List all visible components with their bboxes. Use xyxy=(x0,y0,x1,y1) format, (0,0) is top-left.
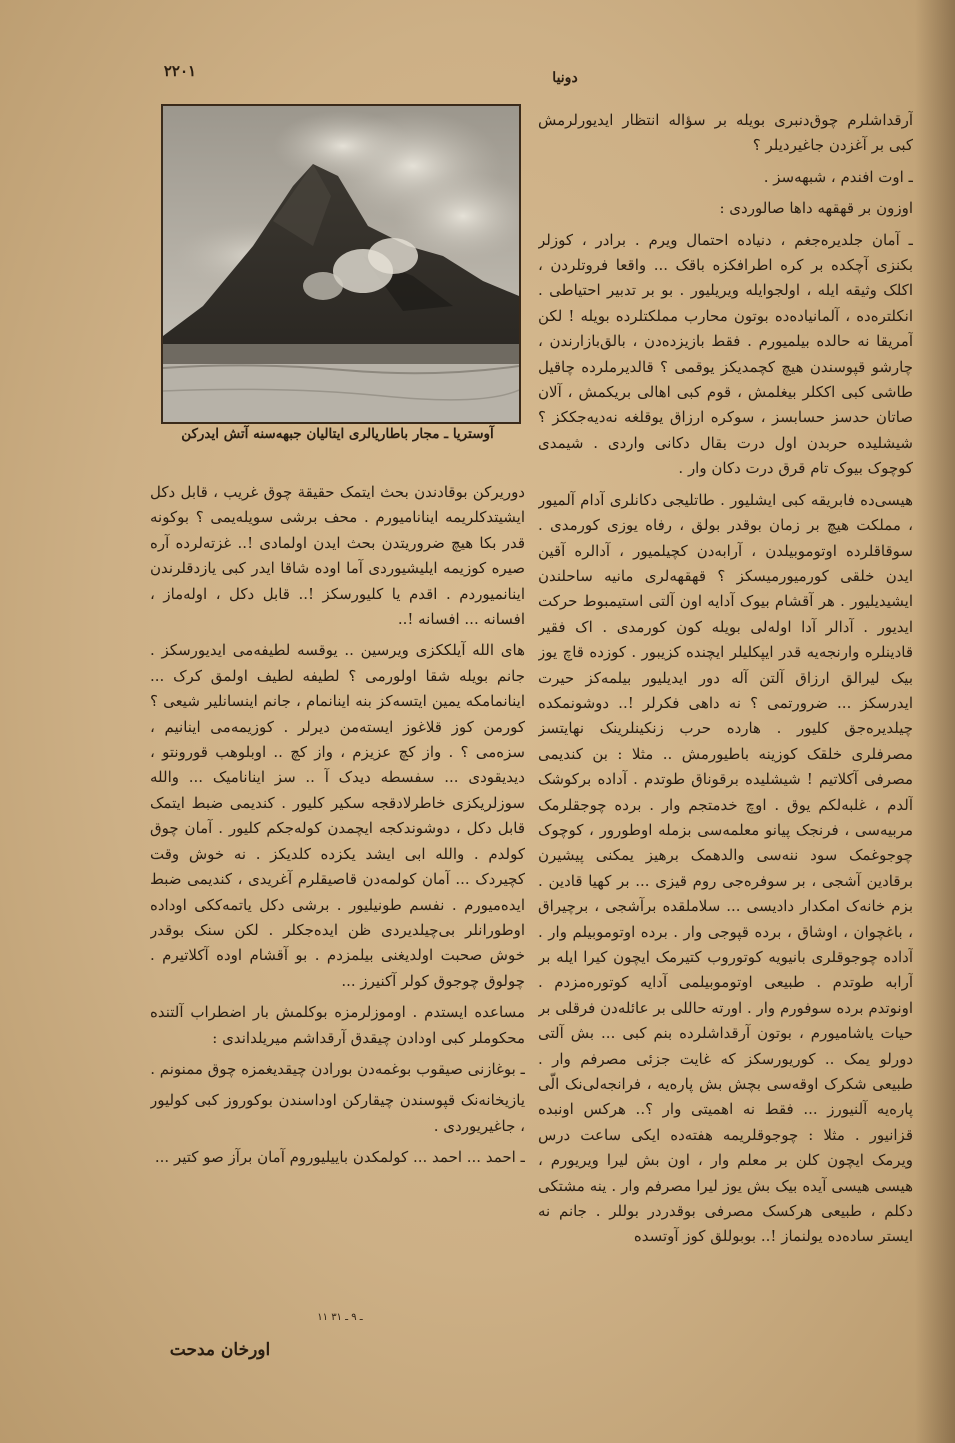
running-title: دونیا xyxy=(552,70,578,86)
author-signature: اورخان مدحت xyxy=(169,1340,271,1360)
page-edge-shadow xyxy=(915,0,955,1443)
paragraph: ـ احمد ... احمد ... کولمکدن باییلیوروم آمان برآز صو کتیر ... xyxy=(154,1148,525,1167)
photo-caption: آوستریا ـ مجار باطاریالری ایتالیان جبهه‌سنه آتش ایدرکن xyxy=(181,426,494,442)
paragraph: مساعده ایستدم . اوموزلرمزه بوکلمش بار اضطراب آلتنده محکوملر کبی اودادن چیقدق آرقداشم میریلداندی : xyxy=(150,1003,525,1047)
left-text-column xyxy=(150,480,525,1310)
paragraph: های الله آیلککزی ویرسین .. یوقسه لطیفه‌می ایدیورسکز . جانم بویله شقا اولورمی ؟ لطیفه لطیف اولمق کرک ... اینانمامکه یمین ایتسه‌کز بنه اینانمام ، جانم اینسانلیر شیعی ؟ کورمن کوز قلاغوز ایسته‌من دیرلر . کوزیمه‌می اینانیم ، سزه‌می ؟ . واز کچ عزیزم ، واز کچ .. اوبلوهب قورونتو ، دیدیقودی ... سفسطه دیدک آ .. سز اینانامیک ... والله سوزلریکزی خاطرلادقجه سکیر کلیور . کندیمی ضبط ایتمک قابل دکل ، دوشوندکجه ایچمدن کوله‌جکم کلیور . آمان چوق کولدم . والله ابی ایشد یکزده کلدیکز . نه خوش وقت کچیردک ... آمان کولمه‌دن قاصیقلرم آغریدی ، کندیمی ضبط ایده‌میورم . نفسم طونیلیور . برشی دکل یاتمه‌ککی اوداده اوطورانلر بی‌چیلدیردی ظن ایده‌جکلر . لکن سنک بوقدر خوش صحبت اولدیغنی بیلمزدم . بو آقشام اوده آکلاتیرم . چولوق چوجوق کولر آکنیرز ... xyxy=(150,641,525,990)
right-text-column xyxy=(538,108,913,1338)
paragraph: یازیخانه‌نک قپوسندن چیقارکن اوداسندن بوکوروز کبی کولیور ، جاغیریوردی . xyxy=(150,1091,525,1135)
paragraph: ـ آمان جلدیره‌جغم ، دنیاده احتمال ویرم . برادر ، کوزلر بکنزی آچکده بر کره اطرافکزه باقک ... واقعا فروتلردن ، اکلک وثیقه ایله ، اولجوایله ویریلیور . بو بر تدبیر احتیاطی . انکلتره‌ده ، آلمانیاده‌ده بوتون محارب مملکتلرده بویله ! لکن آمریقا نه حالده بیلمیورم . فقط بازیزده‌دن ، بالق‌بازارندن ، چارشو قپوسندن هیچ کچمدیکز یوقمی ؟ قالدیرملرده چاقیل طاشی کبی اککلر بیغلمش ، قوم کبی اهالی بریکمش ، آلان صاتان حدسز حسابسز ، سوکره ارزاق یوقلغه نه‌دیه‌جککز ؟ شیشلیده حربدن اول درت بقال دکانی واردی . شیمدی کوچوک بیوک تام قرق درت دکان وار . xyxy=(538,230,913,478)
paragraph: ـ بوغازنی صیقوب بوغمه‌دن بورادن چیقدیغمزه چوق ممنونم . xyxy=(150,1059,525,1078)
article-date: ۱۱ ـ ۹ ـ ۳۱ xyxy=(317,1312,363,1323)
paragraph: دوریرکن بوقادندن بحث ایتمک حقیقة چوق غریب ، قابل دکل ایشیتدکلریمه اینانامیورم . محف برشی سویله‌یمی ؟ بوکونه قدر بکا هیچ ضروریتدن بحث ایدن اولمادی !.. غزته‌لرده آره صیره کوزیمه ایلیشیوردی آما اوده شاقا ایدر کبی یازدقلرندن اینانمیوردم . اقدم یا کلیورسکز !.. قابل دکل ، اوله‌ماز ، افسانه ... افسانه !.. xyxy=(150,483,525,629)
mountain-smoke-photo xyxy=(163,106,519,422)
paragraph: آرقداشلرم چوق‌دنبری بویله بر سؤاله انتظار ایدیورلرمش کبی بر آغزدن جاغیردیلر ؟ xyxy=(538,111,913,155)
paragraph: اوزون بر قهقهه داها صالوردی : xyxy=(719,199,913,218)
paragraph: ـ اوت افندم ، شبهه‌سز . xyxy=(763,167,913,186)
paragraph: هیسی‌ده فابریقه کبی ایشلیور . طاتلیجی دکانلری آدام آلمیور ، مملکت هیچ بر زمان بوقدر بولق ، رفاه یوزی کورمدی . سوقاقلرده اوتوموبیلدن ، آرابه‌دن کچیلمیور ، آدالره آقین ایدن خلقی کورمیورمیسکز ؟ قهقهه‌لری مانیه ساحلندن ایشیدیلیور . هر آقشام بیوک آدایه اون آلتی استیمبوط حرکت ایدیور . آدالر آدا اوله‌لی بویله کون کورمدی . اک فقیر قادینلره وارنجه‌یه قدر ایپکلیلر ایچنده کزیبور . کوزده قاچ یوز بیک لیرالق ارزاق آلتن آله دور ایدیلیور بیلمه‌کز حیرت ایدرسکز ... ضرورتمی ؟ نه داهی فکرلر !.. دوشونمکده چیلدیره‌جق کلیور . هارده حرب زنکینلرینک نهایتسز مصرفلری خلقک کوزینه باطیورمش .. مثلا : بن کندیمی مصرفی آکلاتیم ! شیشلیده برقوناق طوتدم . آداده برکوشک آلدم ، غلبه‌لکم یوق . اوچ خدمتجم وار . برده چوجقلرمک مربیه‌سی ، فرنجک پیانو معلمه‌سی بزمله اوطورور ، کوچوک چوجوغمک سود ننه‌سی والدهمک برهیز یمکنی پیشیرن برقادین آشجی ، بر سوفره‌جی روم قیزی ... بر کهیا قادین . بزم خانه‌ک امکدار دادیسی ... سلاملقده برآشجی ، برچیراق ، باغچوان ، اوشاق ، برده قپوجی وار . برده اوتوموبیلم وار . آداده چوجوقلری بانیویه کوتوروب کتیرمک ایچون کیرا ایله بر آرابه طوتدم . طبیعی اوتوموبیلمی آدایه کوتوره‌مزدم . اونوتدم برده سوفورم وار . اورته حاللی بر عائله‌دن فرقلی بر حیات یاشامیورم ، بوتون آرقداشلرده بنم کبی ... بش آلتی دورلو یمک .. کوریورسکز که غایت جزئی مصرفم وار . طبیعی شکرک اوقه‌سی بچش بش پاره‌یه ، فرانجه‌لی‌نک الّی پاره‌یه آلنیورز ... فقط نه اهمیتی وار ؟.. هرکس اونبده قزانیور . مثلا : چوجوقلریمه هفته‌ده ایکی ساعت درس ویرمک ایچون کلن بر معلم وار ، اون بش لیرا ویریورم ، هیسی هیسی آیده بیک بش یوز لیرا مصرفم وار . ینه مشتکی دکلم ، طبیعی هرکسک مصرفی بوقدردر بوللر . جانم نه ایستر ساده‌ده یولنماز !.. بوبوللق کوز آوتسده xyxy=(538,490,913,1246)
war-photograph xyxy=(161,104,521,424)
page-number: ۲۲۰۱ xyxy=(163,62,197,80)
